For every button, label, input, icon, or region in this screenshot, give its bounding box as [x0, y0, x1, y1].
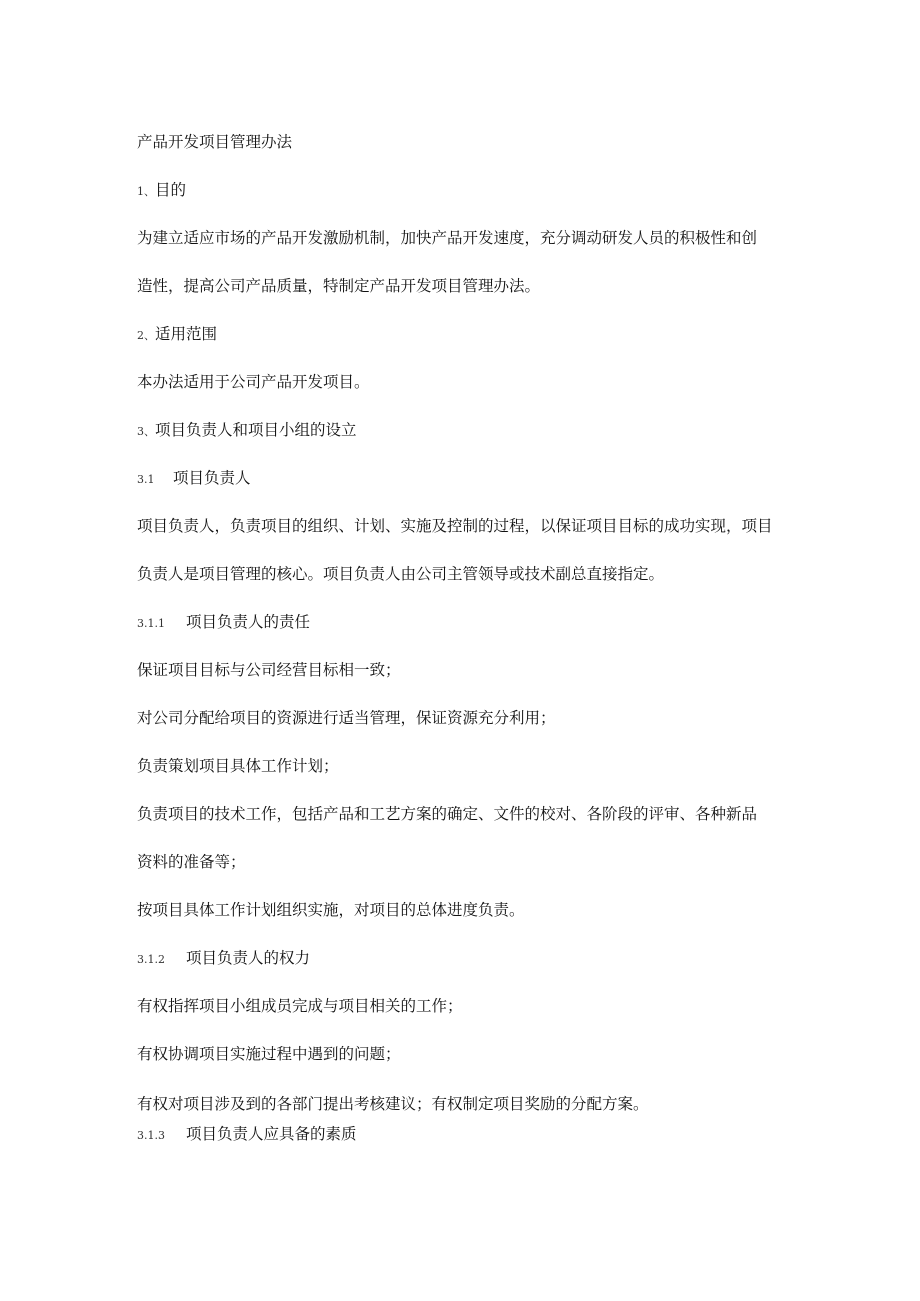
section-number: 3.1.3 — [137, 1129, 165, 1142]
responsibility-item: 对公司分配给项目的资源进行适当管理，保证资源充分利用； — [137, 709, 556, 727]
paragraph-purpose-line2: 造性，提高公司产品质量，特制定产品开发项目管理办法。 — [137, 277, 541, 295]
section-3-1-heading — [137, 468, 251, 490]
authority-item: 有权指挥项目小组成员完成与项目相关的工作； — [137, 997, 463, 1015]
paragraph-leader-line2: 负责人是项目管理的核心。项目负责人由公司主管领导或技术副总直接指定。 — [137, 565, 665, 583]
section-title: 项目负责人应具备的素质 — [186, 1125, 357, 1143]
paragraph-scope: 本办法适用于公司产品开发项目。 — [137, 373, 370, 391]
authority-item: 有权对项目涉及到的各部门提出考核建议；有权制定项目奖励的分配方案。 — [137, 1095, 649, 1113]
paragraph-leader-line1: 项目负责人，负责项目的组织、计划、实施及控制的过程，以保证项目目标的成功实现，项目 — [137, 517, 773, 535]
section-3-1-3-heading — [137, 1124, 357, 1146]
section-number: 3、 — [137, 425, 155, 438]
section-title: 目的 — [155, 181, 187, 199]
section-title: 项目负责人的权力 — [186, 949, 311, 967]
section-title: 适用范围 — [155, 325, 218, 343]
section-number: 1、 — [137, 185, 155, 198]
section-title: 项目负责人 — [173, 469, 251, 487]
section-title: 项目负责人和项目小组的设立 — [155, 421, 357, 439]
responsibility-item: 负责项目的技术工作，包括产品和工艺方案的确定、文件的校对、各阶段的评审、各种新品 — [137, 805, 758, 823]
responsibility-item-continued: 资料的准备等； — [137, 853, 246, 871]
paragraph-purpose-line1: 为建立适应市场的产品开发激励机制，加快产品开发速度，充分调动研发人员的积极性和创 — [137, 229, 758, 247]
section-3-1-2-heading — [137, 948, 310, 970]
responsibility-item: 按项目具体工作计划组织实施，对项目的总体进度负责。 — [137, 901, 525, 919]
section-number: 3.1 — [137, 473, 155, 486]
section-title: 项目负责人的责任 — [186, 613, 311, 631]
section-number: 3.1.1 — [137, 617, 165, 630]
section-3-heading — [137, 420, 357, 442]
document-title: 产品开发项目管理办法 — [137, 133, 293, 151]
section-number: 3.1.2 — [137, 953, 165, 966]
responsibility-item: 负责策划项目具体工作计划； — [137, 757, 339, 775]
responsibility-item: 保证项目目标与公司经营目标相一致； — [137, 661, 401, 679]
section-3-1-1-heading — [137, 612, 310, 634]
section-1-heading — [137, 180, 186, 202]
section-2-heading — [137, 324, 217, 346]
authority-item: 有权协调项目实施过程中遇到的问题； — [137, 1045, 401, 1063]
section-number: 2、 — [137, 329, 155, 342]
